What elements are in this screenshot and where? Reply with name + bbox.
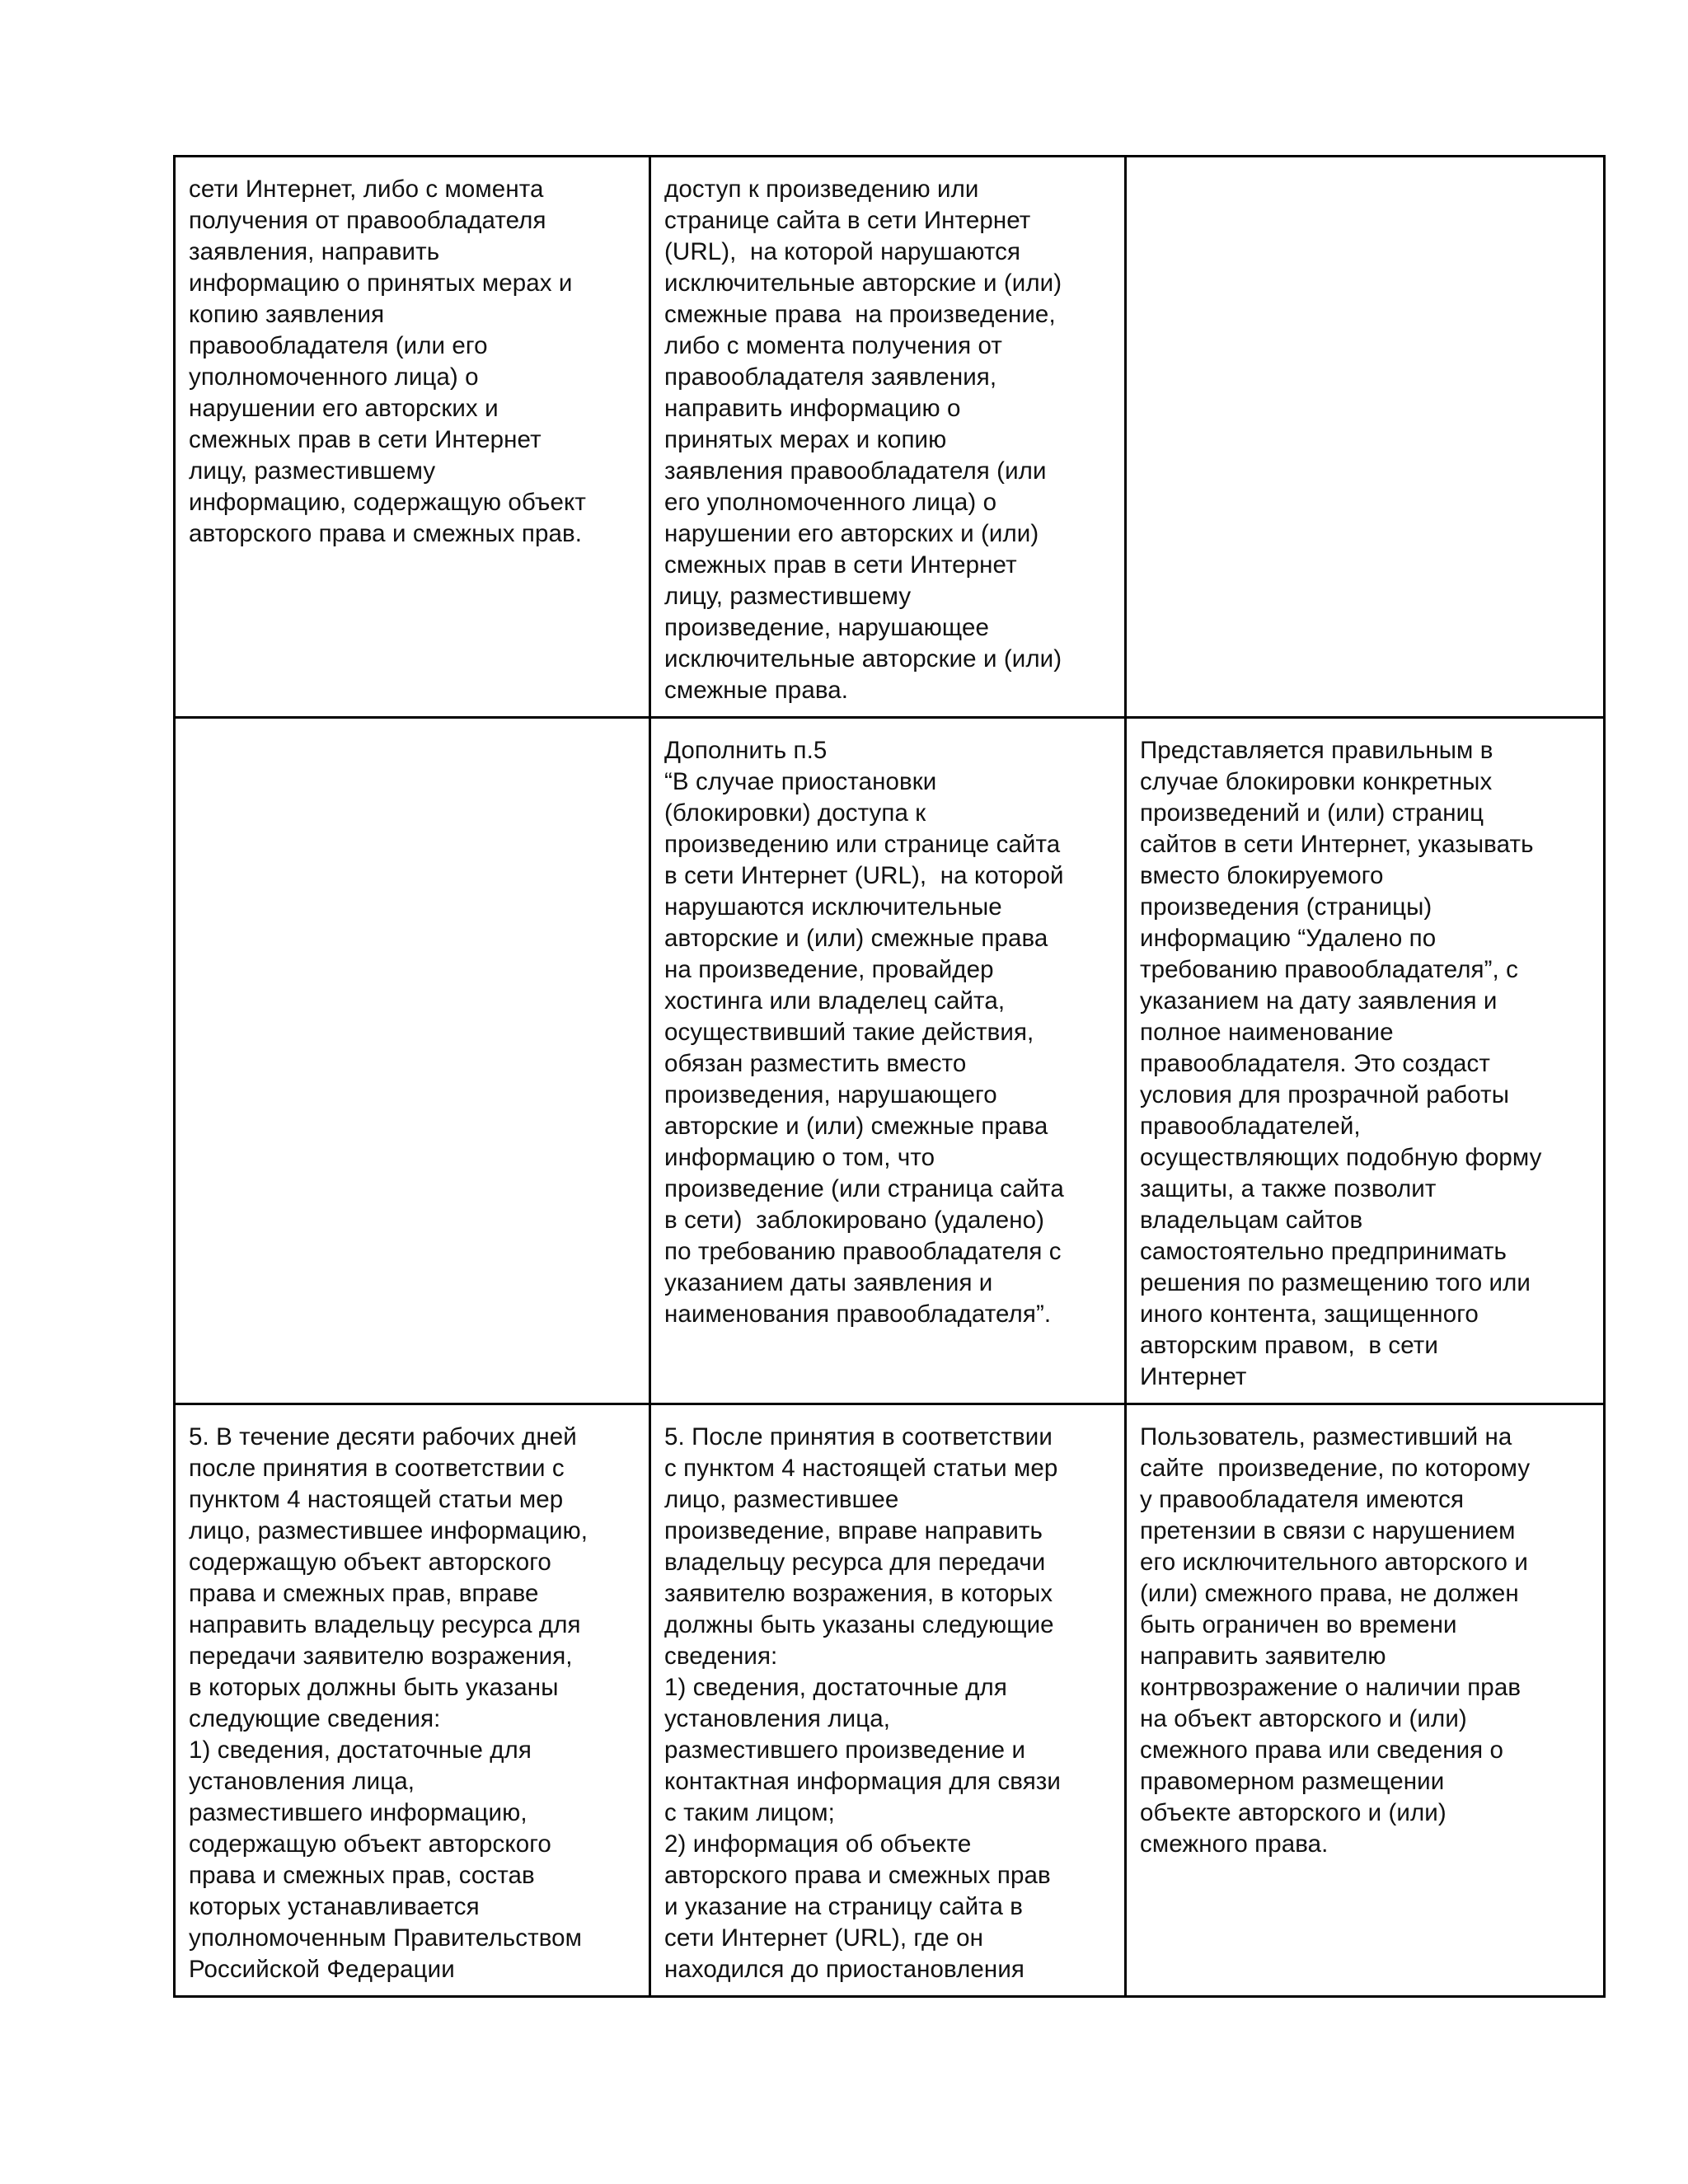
cell-text-line: 1) сведения, достаточные для [189,1736,532,1764]
cell-text-line: содержащую объект авторского [189,1830,551,1858]
cell-text-line: с таким лицом; [664,1799,835,1826]
cell-text-line: после принятия в соответствии с [189,1455,565,1482]
cell-text-line: смежного права. [1140,1830,1329,1858]
cell-text-line: объекте авторского и (или) [1140,1799,1447,1826]
cell-text-line: нарушении его авторских и [189,395,499,422]
cell-text-line: (блокировки) доступа к [664,799,926,827]
cell-text-line: условия для прозрачной работы [1140,1081,1510,1108]
cell-text-line: указанием на дату заявления и [1140,987,1498,1015]
cell-text-line: направить заявителю [1140,1643,1386,1670]
cell-text-line: разместившего информацию, [189,1799,528,1826]
cell-text-line: обязан разместить вместо [664,1050,967,1077]
cell-text-line: информацию о принятых мерах и [189,269,573,297]
cell-text-line: произведений и (или) страниц [1140,799,1484,827]
cell-text-line: (URL), на которой нарушаются [664,238,1021,265]
cell-text-line: сайте произведение, по которому [1140,1455,1531,1482]
cell-text-line: правообладателей, [1140,1113,1361,1140]
cell-text-line: авторские и (или) смежные права [664,1113,1048,1140]
cell-text-line: направить владельцу ресурса для [189,1611,581,1638]
cell-text-line: в сети) заблокировано (удалено) [664,1207,1045,1234]
cell-text-line: осуществивший такие действия, [664,1019,1034,1046]
table-cell [1126,718,1605,1404]
cell-text-line: претензии в связи с нарушением [1140,1517,1516,1544]
cell-text-line: содержащую объект авторского [189,1549,551,1576]
cell-text-line: лицо, разместившее [664,1486,899,1513]
table-row [175,718,1605,1404]
cell-text-line: лицу, разместившему [664,583,912,610]
table-cell [1126,1404,1605,1997]
cell-text-line: осуществляющих подобную форму [1140,1144,1542,1171]
cell-text-line: авторского права и смежных прав. [189,520,583,547]
table-cell [175,157,650,718]
comparison-table [173,155,1606,1998]
cell-text-line: владельцу ресурса для передачи [664,1549,1046,1576]
cell-text-line: владельцам сайтов [1140,1207,1363,1234]
cell-text-line: которых устанавливается [189,1893,480,1920]
cell-text-line: случае блокировки конкретных [1140,768,1493,795]
cell-text-line: вместо блокируемого [1140,862,1384,889]
cell-text-line: копию заявления [189,301,385,328]
cell-text-line: на объект авторского и (или) [1140,1705,1467,1732]
cell-text-line: у правообладателя имеются [1140,1486,1465,1513]
cell-text-line: правообладателя. Это создаст [1140,1050,1490,1077]
cell-text-line: смежные права на произведение, [664,301,1056,328]
cell-text-line: его уполномоченного лица) о [664,489,997,516]
cell-text-line: и указание на страницу сайта в [664,1893,1024,1920]
cell-text-line: смежных прав в сети Интернет [664,551,1017,579]
cell-text-line: направить информацию о [664,395,961,422]
cell-text-line: контрвозражение о наличии прав [1140,1674,1522,1701]
cell-text-line: заявителю возражения, в которых [664,1580,1053,1607]
cell-text-line: доступ к произведению или [664,176,979,203]
cell-text-line: Представляется правильным в [1140,737,1493,764]
cell-text-line: 2) информация об объекте [664,1830,972,1858]
cell-text-line: установления лица, [189,1768,415,1795]
cell-text-line: заявления правообладателя (или [664,457,1047,485]
cell-text-line: произведение, вправе направить [664,1517,1043,1544]
cell-text-line: передачи заявителю возражения, [189,1643,573,1670]
cell-text-line: защиты, а также позволит [1140,1175,1437,1202]
cell-text-line: решения по размещению того или [1140,1269,1531,1296]
cell-text-line: установления лица, [664,1705,890,1732]
cell-text-line: странице сайта в сети Интернет [664,207,1031,234]
cell-text-line: самостоятельно предпринимать [1140,1238,1507,1265]
cell-text-line: заявления, направить [189,238,440,265]
table-row [175,1404,1605,1997]
cell-text-line: сайтов в сети Интернет, указывать [1140,831,1534,858]
cell-text-line: сети Интернет (URL), где он [664,1924,983,1952]
cell-text-line: правообладателя заявления, [664,363,997,391]
cell-text-line: смежного права или сведения о [1140,1736,1504,1764]
cell-text-line: полное наименование [1140,1019,1394,1046]
cell-text-line: на произведение, провайдер [664,956,994,983]
cell-text-line: Пользователь, разместивший на [1140,1423,1512,1451]
cell-text-line: получения от правообладателя [189,207,546,234]
cell-text-line: смежные права. [664,677,849,704]
cell-text-line: произведения, нарушающего [664,1081,997,1108]
cell-text-line: информацию, содержащую объект [189,489,586,516]
cell-text-line: права и смежных прав, вправе [189,1580,539,1607]
cell-text-line: в которых должны быть указаны [189,1674,559,1701]
cell-text-line: 5. В течение десяти рабочих дней [189,1423,577,1451]
cell-text-line: хостинга или владелец сайта, [664,987,1006,1015]
cell-text-line: произведение, нарушающее [664,614,989,641]
cell-text-line: (или) смежного права, не должен [1140,1580,1519,1607]
table-row [175,157,1605,718]
cell-text-line: нарушаются исключительные [664,893,1002,921]
cell-text-line: следующие сведения: [189,1705,441,1732]
cell-text-line: нарушении его авторских и (или) [664,520,1039,547]
cell-text-line: произведения (страницы) [1140,893,1432,921]
cell-text-line: лицо, разместившее информацию, [189,1517,588,1544]
table-cell [650,718,1126,1404]
table-cell [650,157,1126,718]
cell-text-line: Интернет [1140,1363,1247,1390]
cell-text-line: контактная информация для связи [664,1768,1061,1795]
cell-text-line: с пунктом 4 настоящей статьи мер [664,1455,1058,1482]
cell-text-line: лицу, разместившему [189,457,436,485]
cell-text-line: 1) сведения, достаточные для [664,1674,1007,1701]
table-cell [175,718,650,1404]
cell-text-line: авторским правом, в сети [1140,1332,1438,1359]
cell-text-line: исключительные авторские и (или) [664,269,1062,297]
cell-text-line: уполномоченного лица) о [189,363,479,391]
cell-text-line: информацию о том, что [664,1144,935,1171]
cell-text-line: правомерном размещении [1140,1768,1445,1795]
cell-text-line: его исключительного авторского и [1140,1549,1528,1576]
cell-text-line: требованию правообладателя”, с [1140,956,1518,983]
cell-text-line: быть ограничен во времени [1140,1611,1457,1638]
cell-text-line: в сети Интернет (URL), на которой [664,862,1064,889]
cell-text-line: авторского права и смежных прав [664,1862,1051,1889]
cell-text-line: произведение (или страница сайта [664,1175,1064,1202]
cell-text-line: исключительные авторские и (или) [664,645,1062,673]
cell-text-line: произведению или странице сайта [664,831,1061,858]
cell-text-line: пунктом 4 настоящей статьи мер [189,1486,564,1513]
cell-text-line: должны быть указаны следующие [664,1611,1054,1638]
cell-text-line: либо с момента получения от [664,332,1002,359]
cell-text-line: сведения: [664,1643,778,1670]
cell-text-line: информацию “Удалено по [1140,925,1437,952]
cell-text-line: смежных прав в сети Интернет [189,426,542,453]
cell-text-line: “В случае приостановки [664,768,937,795]
cell-text-line: уполномоченным Правительством [189,1924,583,1952]
cell-text-line: указанием даты заявления и [664,1269,993,1296]
cell-text-line: находился до приостановления [664,1956,1025,1983]
table-cell [175,1404,650,1997]
cell-text-line: разместившего произведение и [664,1736,1026,1764]
cell-text-line: принятых мерах и копию [664,426,947,453]
cell-text-line: права и смежных прав, состав [189,1862,535,1889]
cell-text-line: сети Интернет, либо с момента [189,176,544,203]
cell-text-line: иного контента, защищенного [1140,1301,1479,1328]
cell-text-line: авторские и (или) смежные права [664,925,1048,952]
cell-text-line: 5. После принятия в соответствии [664,1423,1053,1451]
table-cell [650,1404,1126,1997]
cell-text-line: по требованию правообладателя с [664,1238,1062,1265]
cell-text-line: наименования правообладателя”. [664,1301,1052,1328]
cell-text-line: правообладателя (или его [189,332,488,359]
table-cell [1126,157,1605,718]
cell-text-line: Дополнить п.5 [664,737,828,764]
cell-text-line: Российской Федерации [189,1956,455,1983]
